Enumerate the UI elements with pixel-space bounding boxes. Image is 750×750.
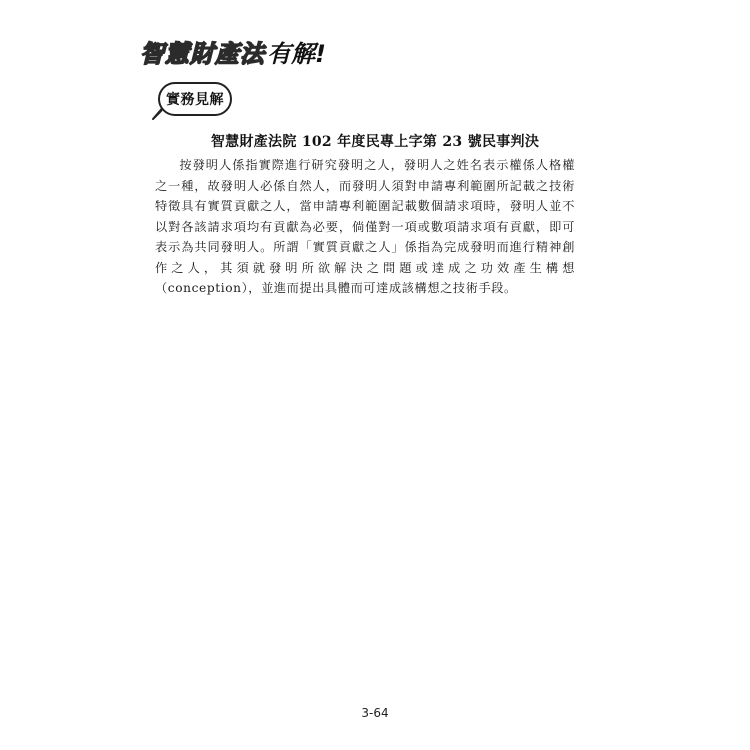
book-header [140, 34, 326, 68]
book-title-tail: 有解! [267, 39, 326, 68]
book-title: 智慧財產法 [140, 39, 265, 68]
section-badge [158, 82, 232, 116]
case-body-text: 按發明人係指實際進行研究發明之人，發明人之姓名表示權係人格權之一種，故發明人必係自然人，而發明人須對申請專利範圍所記載之技術特徵具有實質貢獻之人，當申請專利範圍記載數個請求項時，發明人並不以對各該請求項均有貢獻為必要，倘僅對一項或數項請求項有貢獻，即可表示為共同發明人。所謂「實質貢獻之人」係指為完成發明而進行精神創作之人，其須就發明所欲解決之問題或達成之功效產生構想（conception），並進而提出具體而可達成該構想之技術手段。 [155, 158, 575, 295]
section-badge-label: 實務見解 [166, 92, 224, 108]
page-number: 3-64 [361, 706, 389, 720]
case-title: 智慧財產法院 102 年度民專上字第 23 號民事判決 [210, 134, 540, 150]
